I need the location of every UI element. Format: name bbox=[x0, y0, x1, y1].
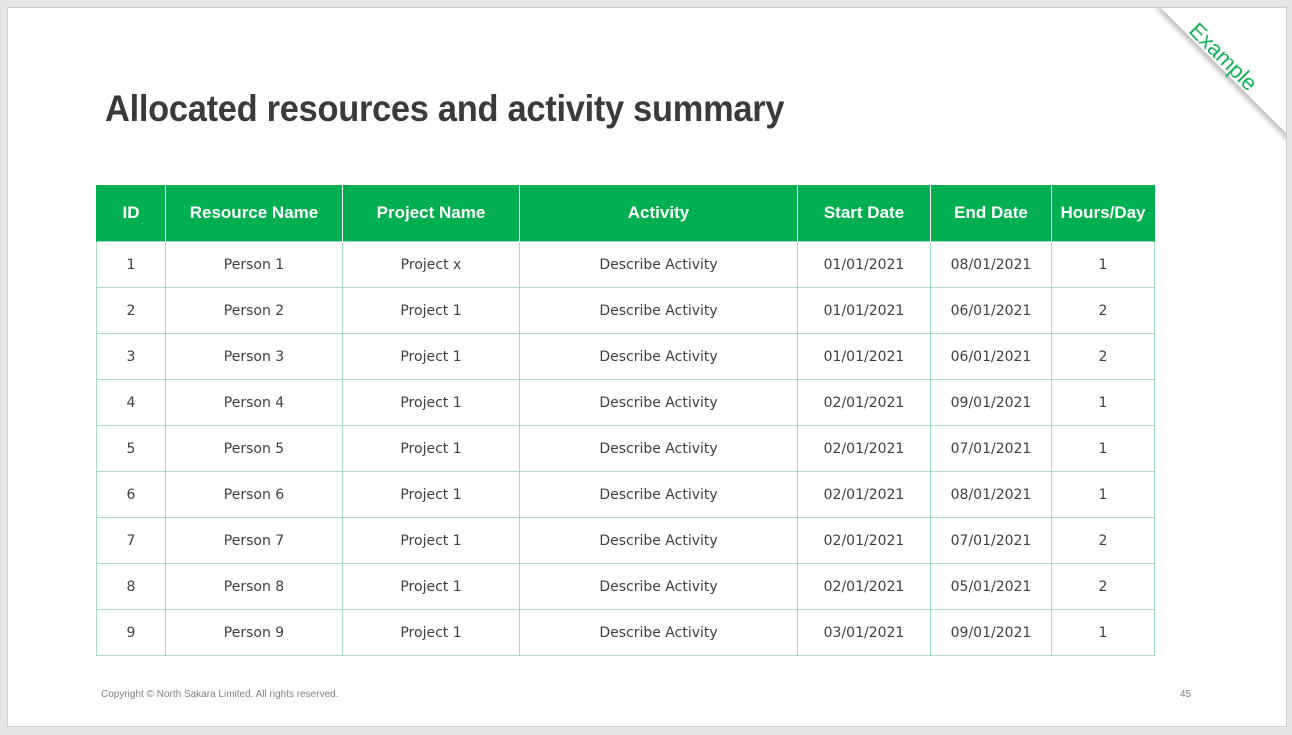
cell-activity: Describe Activity bbox=[520, 426, 798, 472]
cell-start-date: 02/01/2021 bbox=[798, 518, 931, 564]
cell-id: 9 bbox=[97, 610, 166, 656]
table-row bbox=[97, 472, 1155, 518]
header-id: ID bbox=[97, 185, 166, 242]
cell-resource-name: Person 8 bbox=[166, 564, 343, 610]
slide-title: Allocated resources and activity summary bbox=[105, 88, 785, 129]
header-resource-name: Resource Name bbox=[166, 185, 343, 242]
cell-start-date: 01/01/2021 bbox=[798, 288, 931, 334]
cell-end-date: 06/01/2021 bbox=[931, 288, 1052, 334]
cell-id: 4 bbox=[97, 380, 166, 426]
cell-resource-name: Person 1 bbox=[166, 242, 343, 288]
cell-id: 5 bbox=[97, 426, 166, 472]
cell-project-name: Project 1 bbox=[343, 380, 520, 426]
cell-hours-per-day: 1 bbox=[1052, 426, 1155, 472]
cell-end-date: 09/01/2021 bbox=[931, 380, 1052, 426]
cell-end-date: 08/01/2021 bbox=[931, 242, 1052, 288]
cell-id: 7 bbox=[97, 518, 166, 564]
cell-activity: Describe Activity bbox=[520, 334, 798, 380]
cell-hours-per-day: 1 bbox=[1052, 380, 1155, 426]
cell-id: 8 bbox=[97, 564, 166, 610]
cell-start-date: 03/01/2021 bbox=[798, 610, 931, 656]
header-start-date: Start Date bbox=[798, 185, 931, 242]
cell-id: 6 bbox=[97, 472, 166, 518]
resource-table bbox=[96, 185, 1155, 656]
cell-end-date: 07/01/2021 bbox=[931, 426, 1052, 472]
copyright-footer: Copyright © North Sakara Limited. All rights reserved. bbox=[101, 689, 339, 700]
cell-id: 2 bbox=[97, 288, 166, 334]
header-end-date: End Date bbox=[931, 185, 1052, 242]
cell-resource-name: Person 7 bbox=[166, 518, 343, 564]
cell-resource-name: Person 2 bbox=[166, 288, 343, 334]
cell-start-date: 02/01/2021 bbox=[798, 426, 931, 472]
table-row bbox=[97, 518, 1155, 564]
table-row bbox=[97, 334, 1155, 380]
header-hours-per-day: Hours/Day bbox=[1052, 185, 1155, 242]
cell-project-name: Project 1 bbox=[343, 426, 520, 472]
cell-hours-per-day: 2 bbox=[1052, 288, 1155, 334]
page-number: 45 bbox=[1180, 689, 1192, 700]
cell-end-date: 09/01/2021 bbox=[931, 610, 1052, 656]
table-row bbox=[97, 426, 1155, 472]
cell-end-date: 08/01/2021 bbox=[931, 472, 1052, 518]
cell-project-name: Project x bbox=[343, 242, 520, 288]
cell-project-name: Project 1 bbox=[343, 288, 520, 334]
cell-activity: Describe Activity bbox=[520, 518, 798, 564]
cell-project-name: Project 1 bbox=[343, 334, 520, 380]
cell-end-date: 06/01/2021 bbox=[931, 334, 1052, 380]
cell-activity: Describe Activity bbox=[520, 288, 798, 334]
cell-hours-per-day: 1 bbox=[1052, 472, 1155, 518]
cell-end-date: 05/01/2021 bbox=[931, 564, 1052, 610]
cell-activity: Describe Activity bbox=[520, 242, 798, 288]
cell-hours-per-day: 1 bbox=[1052, 242, 1155, 288]
cell-resource-name: Person 9 bbox=[166, 610, 343, 656]
table-row bbox=[97, 288, 1155, 334]
header-project-name: Project Name bbox=[343, 185, 520, 242]
cell-id: 1 bbox=[97, 242, 166, 288]
cell-project-name: Project 1 bbox=[343, 564, 520, 610]
cell-hours-per-day: 1 bbox=[1052, 610, 1155, 656]
cell-resource-name: Person 6 bbox=[166, 472, 343, 518]
table-row bbox=[97, 242, 1155, 288]
cell-activity: Describe Activity bbox=[520, 610, 798, 656]
cell-resource-name: Person 4 bbox=[166, 380, 343, 426]
table-row bbox=[97, 564, 1155, 610]
cell-activity: Describe Activity bbox=[520, 564, 798, 610]
example-corner-badge bbox=[1132, 7, 1287, 164]
cell-project-name: Project 1 bbox=[343, 472, 520, 518]
cell-end-date: 07/01/2021 bbox=[931, 518, 1052, 564]
table-header-row bbox=[97, 185, 1155, 242]
example-label: Example bbox=[1184, 17, 1263, 96]
cell-start-date: 02/01/2021 bbox=[798, 380, 931, 426]
header-activity: Activity bbox=[520, 185, 798, 242]
cell-project-name: Project 1 bbox=[343, 518, 520, 564]
cell-start-date: 02/01/2021 bbox=[798, 564, 931, 610]
cell-hours-per-day: 2 bbox=[1052, 518, 1155, 564]
cell-hours-per-day: 2 bbox=[1052, 564, 1155, 610]
cell-start-date: 01/01/2021 bbox=[798, 242, 931, 288]
cell-id: 3 bbox=[97, 334, 166, 380]
cell-start-date: 01/01/2021 bbox=[798, 334, 931, 380]
slide bbox=[7, 7, 1287, 727]
cell-project-name: Project 1 bbox=[343, 610, 520, 656]
cell-activity: Describe Activity bbox=[520, 380, 798, 426]
cell-start-date: 02/01/2021 bbox=[798, 472, 931, 518]
table-row bbox=[97, 380, 1155, 426]
cell-hours-per-day: 2 bbox=[1052, 334, 1155, 380]
cell-activity: Describe Activity bbox=[520, 472, 798, 518]
cell-resource-name: Person 3 bbox=[166, 334, 343, 380]
table-row bbox=[97, 610, 1155, 656]
cell-resource-name: Person 5 bbox=[166, 426, 343, 472]
